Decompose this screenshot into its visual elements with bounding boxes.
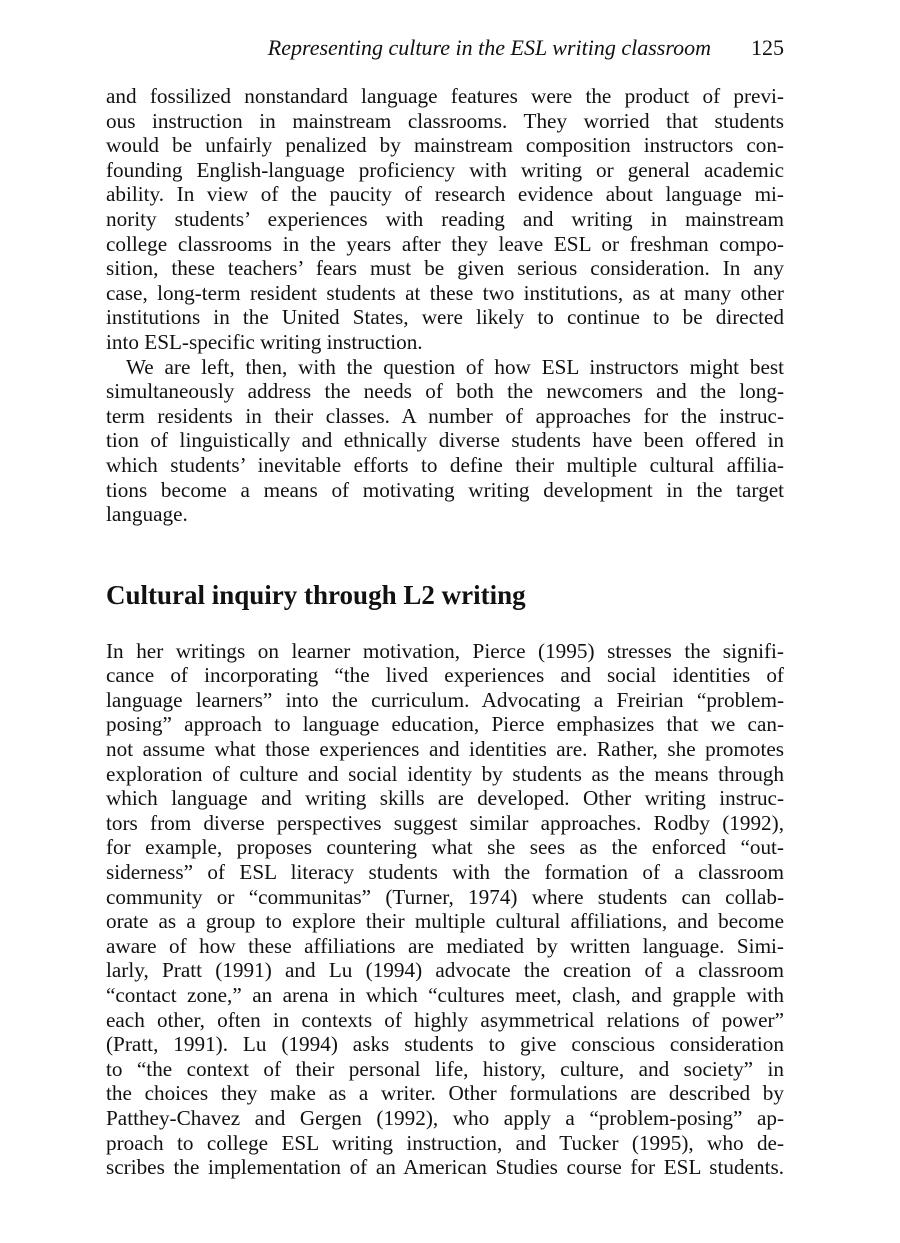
text-line: into ESL-specific writing instruction. bbox=[106, 329, 423, 354]
text-line: sition, these teachers’ fears must be given serious consideration. In any bbox=[106, 256, 784, 281]
text-line: We are left, then, with the question of how ESL instructors might best bbox=[126, 354, 784, 379]
text-line: “contact zone,” an arena in which “cultures meet, clash, and grapple with bbox=[106, 983, 784, 1007]
text-line: case, long-term resident students at these two institutions, as at many other bbox=[106, 280, 784, 305]
section-heading: Cultural inquiry through L2 writing bbox=[106, 579, 526, 610]
text-line: the choices they make as a writer. Other formulations are described by bbox=[106, 1081, 784, 1106]
book-page bbox=[106, 34, 784, 1180]
text-line: for example, proposes countering what she sees as the enforced “out- bbox=[106, 835, 784, 860]
text-line: scribes the implementation of an American Studies course for ESL students. bbox=[106, 1155, 784, 1180]
text-line: community or “communitas” (Turner, 1974) where students can collab- bbox=[106, 884, 784, 909]
text-line: orate as a group to explore their multiple cultural affiliations, and become bbox=[106, 909, 784, 934]
paragraph-continuation bbox=[106, 84, 784, 355]
text-line: each other, often in contexts of highly asymmetrical relations of power” bbox=[106, 1007, 784, 1032]
text-line: cance of incorporating “the lived experiences and social identities of bbox=[106, 663, 784, 688]
text-line: larly, Pratt (1991) and Lu (1994) advocate the creation of a classroom bbox=[106, 958, 784, 983]
paragraph-newcomers bbox=[106, 355, 784, 527]
text-line: college classrooms in the years after they leave ESL or freshman compo- bbox=[106, 231, 784, 256]
text-line: and fossilized nonstandard language features were the product of previ- bbox=[106, 84, 784, 108]
text-line: term residents in their classes. A number of approaches for the instruc- bbox=[106, 403, 784, 428]
text-line: exploration of culture and social identity by students as the means through bbox=[106, 761, 784, 786]
text-line: which language and writing skills are developed. Other writing instruc- bbox=[106, 786, 784, 811]
text-line: posing” approach to language education, Pierce emphasizes that we can- bbox=[106, 712, 784, 737]
text-line: In her writings on learner motivation, Pierce (1995) stresses the signifi- bbox=[106, 638, 784, 663]
text-line: ous instruction in mainstream classrooms. They worried that students bbox=[106, 108, 784, 133]
text-line: simultaneously address the needs of both the newcomers and the long- bbox=[106, 379, 784, 404]
text-line: institutions in the United States, were likely to continue to be directed bbox=[106, 305, 784, 330]
text-line: language learners” into the curriculum. Advocating a Freirian “problem- bbox=[106, 687, 784, 712]
text-line: would be unfairly penalized by mainstream composition instructors con- bbox=[106, 133, 784, 158]
text-line: to “the context of their personal life, history, culture, and society” in bbox=[106, 1056, 784, 1081]
page-number: 125 bbox=[751, 35, 784, 60]
text-line: siderness” of ESL literacy students with the formation of a classroom bbox=[106, 860, 784, 885]
text-line: not assume what those experiences and identities are. Rather, she promotes bbox=[106, 737, 784, 762]
text-line: nority students’ experiences with reading and writing in mainstream bbox=[106, 206, 784, 231]
text-line: aware of how these affiliations are mediated by written language. Simi- bbox=[106, 933, 784, 958]
text-line: proach to college ESL writing instruction, and Tucker (1995), who de- bbox=[106, 1130, 784, 1155]
text-line: tion of linguistically and ethnically diverse students have been offered in bbox=[106, 428, 784, 453]
running-head-title: Representing culture in the ESL writing classroom bbox=[267, 35, 711, 60]
paragraph-cultural-inquiry bbox=[106, 639, 784, 1180]
text-line: which students’ inevitable efforts to define their multiple cultural affilia- bbox=[106, 452, 784, 477]
text-line: founding English-language proficiency with writing or general academic bbox=[106, 157, 784, 182]
text-line: ability. In view of the paucity of research evidence about language mi- bbox=[106, 182, 784, 207]
text-line: Patthey-Chavez and Gergen (1992), who apply a “problem-posing” ap- bbox=[106, 1105, 784, 1130]
running-head bbox=[106, 34, 784, 62]
text-line: language. bbox=[106, 502, 188, 527]
text-line: tors from diverse perspectives suggest similar approaches. Rodby (1992), bbox=[106, 810, 784, 835]
text-line: tions become a means of motivating writing development in the target bbox=[106, 477, 784, 502]
text-line: (Pratt, 1991). Lu (1994) asks students to give conscious consideration bbox=[106, 1032, 784, 1057]
